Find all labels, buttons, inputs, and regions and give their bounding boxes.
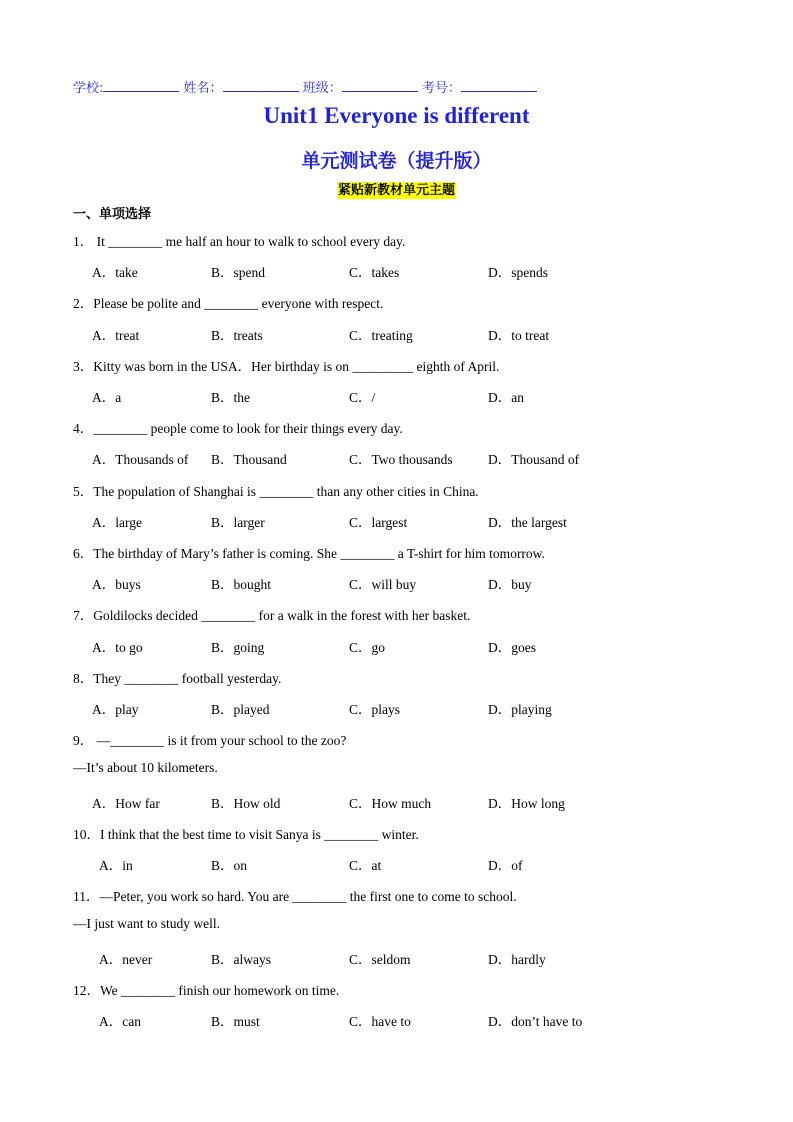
- answer-option-b[interactable]: B．bought: [211, 577, 272, 593]
- answer-option-b[interactable]: B．on: [211, 858, 248, 873]
- question-stem: 1． It ________ me half an hour to walk to school every day.: [73, 234, 406, 249]
- theme-tag: 紧贴新教材单元主题: [337, 183, 455, 198]
- exam-number-blank[interactable]: [461, 79, 537, 92]
- answer-option-b[interactable]: B．larger: [211, 514, 265, 530]
- answer-option-a[interactable]: A．a: [92, 390, 122, 405]
- question-stem: 8．They ________ football yesterday.: [73, 670, 282, 686]
- answer-option-d[interactable]: D．an: [488, 390, 524, 405]
- question-stem: 11．—Peter, you work so hard. You are ________ the first one to come to school.: [73, 889, 517, 905]
- answer-option-b[interactable]: B．going: [211, 639, 265, 655]
- answer-option-d[interactable]: D．Thousand of: [488, 452, 580, 468]
- question-stem: 5．The population of Shanghai is ________ than any other cities in China.: [73, 483, 479, 499]
- name-blank[interactable]: [223, 79, 299, 92]
- question-dialogue-line: —It’s about 10 kilometers.: [73, 760, 218, 776]
- answer-option-d[interactable]: D．to treat: [488, 327, 550, 343]
- question-stem: 6．The birthday of Mary’s father is coming. She ________ a T-shirt for him tomorrow.: [73, 546, 545, 561]
- answer-option-a[interactable]: A．play: [92, 702, 139, 717]
- answer-option-a[interactable]: A．treat: [92, 327, 140, 343]
- question-stem: 2．Please be polite and ________ everyone with respect.: [73, 296, 384, 312]
- answer-option-c[interactable]: C．at: [349, 858, 382, 873]
- question-stem: 3．Kitty was born in the USA．Her birthday is on _________ eighth of April.: [73, 358, 500, 374]
- answer-option-a[interactable]: A．can: [99, 1014, 141, 1029]
- answer-option-d[interactable]: D．hardly: [488, 951, 546, 967]
- answer-option-b[interactable]: B．the: [211, 390, 250, 405]
- question-stem: 4．________ people come to look for their things every day.: [73, 421, 403, 437]
- question-stem: 9． —________ is it from your school to the zoo?: [73, 733, 347, 749]
- answer-option-d[interactable]: D．don’t have to: [488, 1014, 583, 1029]
- question-dialogue-line: —I just want to study well.: [73, 916, 220, 932]
- answer-option-d[interactable]: D．playing: [488, 702, 552, 717]
- page-subtitle: 单元测试卷（提升版）: [301, 150, 492, 172]
- answer-option-b[interactable]: B．always: [211, 951, 271, 967]
- answer-option-c[interactable]: C．treating: [349, 327, 413, 343]
- answer-option-c[interactable]: C．How much: [349, 795, 432, 811]
- school-label: 学校:: [73, 81, 104, 96]
- answer-option-a[interactable]: A．in: [99, 858, 133, 873]
- answer-option-c[interactable]: C．plays: [349, 702, 401, 717]
- answer-option-c[interactable]: C．Two thousands: [349, 452, 453, 468]
- question-stem: 7．Goldilocks decided ________ for a walk in the forest with her basket.: [73, 608, 471, 624]
- answer-option-c[interactable]: C．largest: [349, 514, 408, 530]
- answer-option-a[interactable]: A．large: [92, 514, 142, 530]
- page-title: Unit1 Everyone is different: [263, 103, 530, 128]
- question-stem: 12．We ________ finish our homework on time.: [73, 982, 340, 998]
- answer-option-b[interactable]: B．Thousand: [211, 452, 287, 468]
- answer-option-b[interactable]: B．played: [211, 702, 270, 717]
- student-info-line: [73, 77, 537, 96]
- answer-option-d[interactable]: D．of: [488, 858, 523, 873]
- answer-option-b[interactable]: B．How old: [211, 795, 281, 811]
- section-heading: 一、单项选择: [73, 207, 152, 222]
- answer-option-a[interactable]: A．never: [99, 951, 153, 967]
- answer-option-c[interactable]: C．go: [349, 639, 386, 655]
- answer-option-d[interactable]: D．buy: [488, 577, 532, 593]
- answer-option-b[interactable]: B．must: [211, 1014, 260, 1029]
- answer-option-d[interactable]: D．spends: [488, 265, 548, 281]
- answer-option-c[interactable]: C．have to: [349, 1014, 411, 1029]
- answer-option-d[interactable]: D．How long: [488, 795, 565, 811]
- answer-option-a[interactable]: A．Thousands of: [92, 452, 189, 468]
- class-label: 班级：: [302, 81, 342, 96]
- answer-option-d[interactable]: D．goes: [488, 639, 536, 655]
- answer-option-c[interactable]: C．takes: [349, 265, 400, 281]
- answer-option-a[interactable]: A．buys: [92, 577, 141, 593]
- answer-option-b[interactable]: B．treats: [211, 327, 263, 343]
- answer-option-b[interactable]: B．spend: [211, 265, 265, 281]
- answer-option-d[interactable]: D．the largest: [488, 514, 567, 530]
- class-blank[interactable]: [342, 79, 418, 92]
- exam-number-label: 考号：: [421, 81, 461, 96]
- answer-option-c[interactable]: C．/: [349, 390, 376, 405]
- name-label: 姓名：: [183, 81, 223, 96]
- answer-option-a[interactable]: A．How far: [92, 795, 160, 811]
- answer-option-c[interactable]: C．will buy: [349, 577, 417, 593]
- answer-option-a[interactable]: A．to go: [92, 639, 143, 655]
- answer-option-c[interactable]: C．seldom: [349, 951, 411, 967]
- school-blank[interactable]: [103, 79, 179, 92]
- answer-option-a[interactable]: A．take: [92, 265, 138, 281]
- question-stem: 10．I think that the best time to visit Sanya is ________ winter.: [73, 826, 419, 842]
